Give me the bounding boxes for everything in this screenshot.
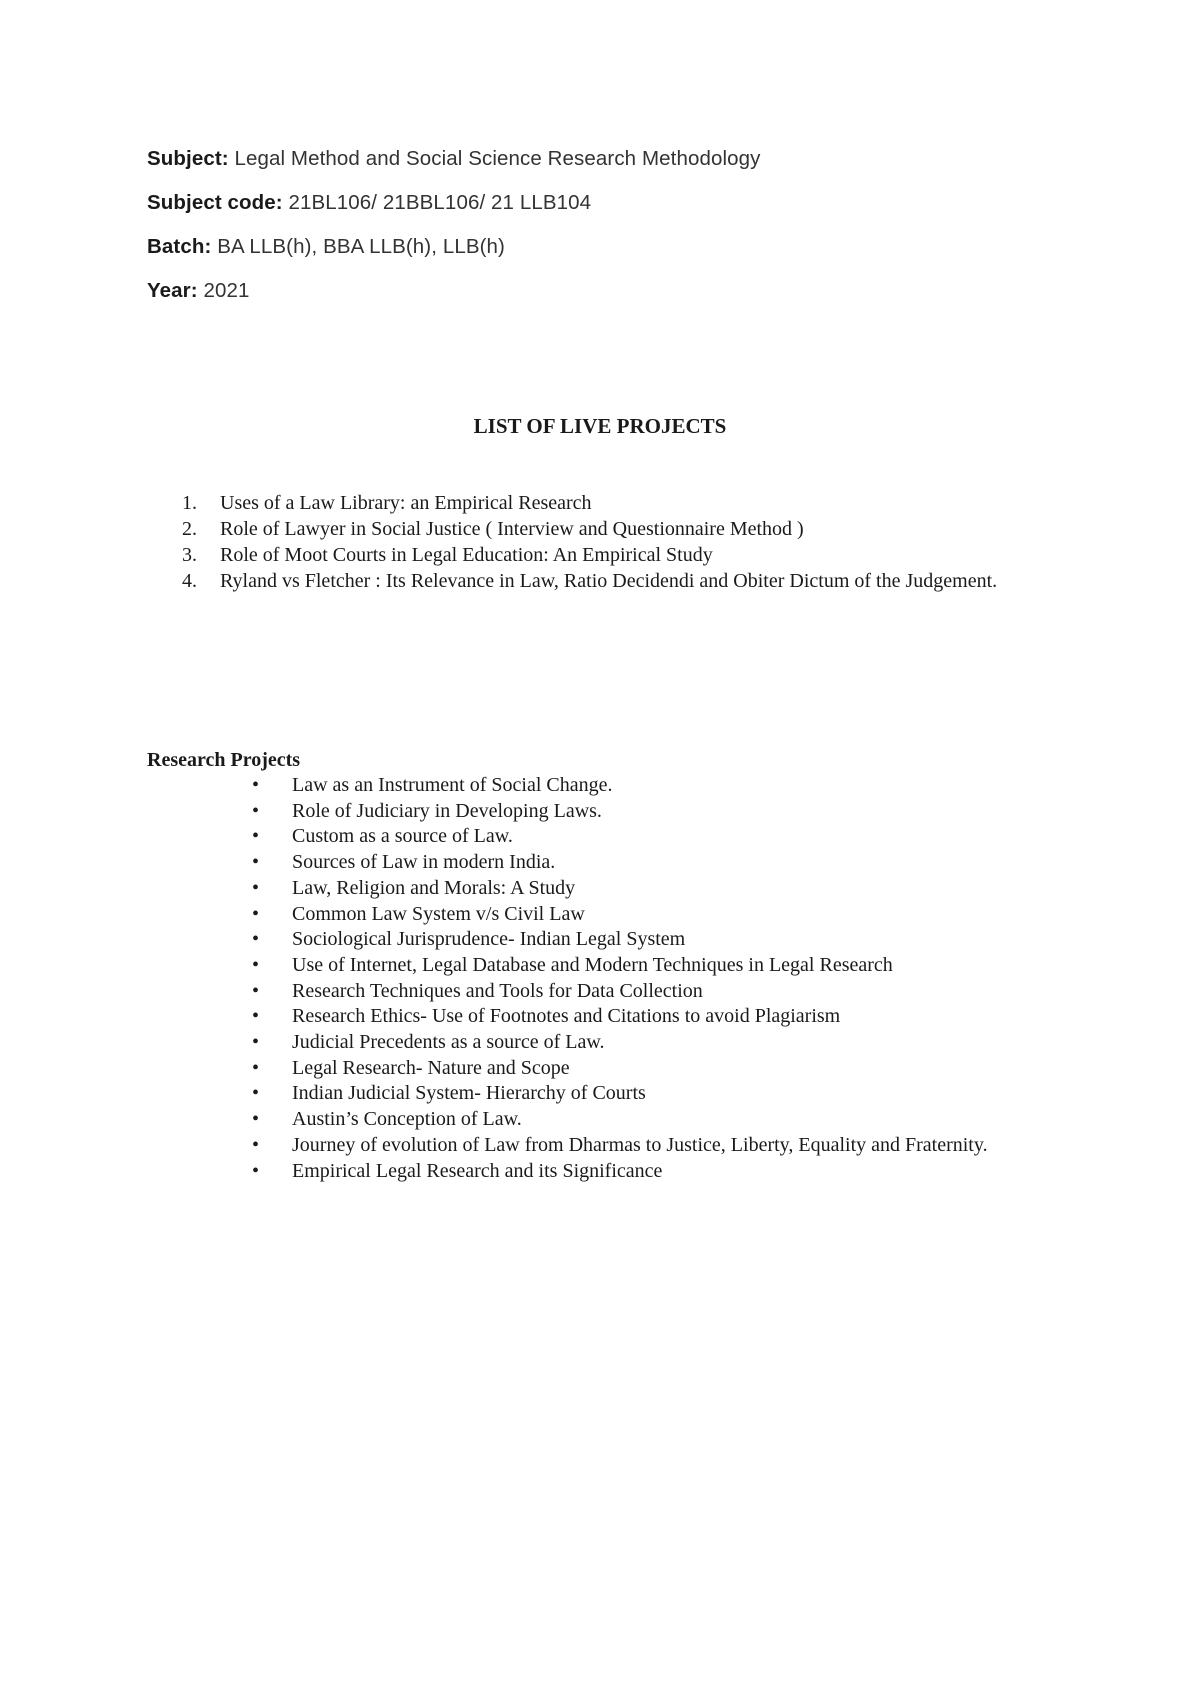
item-text: Uses of a Law Library: an Empirical Research	[220, 492, 592, 514]
item-text: Role of Lawyer in Social Justice ( Interview and Questionnaire Method )	[220, 518, 804, 540]
subject-label: Subject:	[147, 147, 229, 170]
live-projects-list	[182, 490, 1002, 594]
research-project-item	[252, 1004, 1002, 1030]
item-number: 1.	[182, 492, 197, 514]
subject-code-row	[147, 188, 760, 232]
item-text: Research Techniques and Tools for Data Collection	[292, 979, 703, 1002]
item-text: Empirical Legal Research and its Significance	[292, 1159, 663, 1182]
research-project-item	[252, 1056, 1002, 1082]
research-project-item	[252, 979, 1002, 1005]
live-project-item	[182, 568, 1002, 594]
research-project-item	[252, 1107, 1002, 1133]
item-text: Law as an Instrument of Social Change.	[292, 774, 613, 796]
item-number: 3.	[182, 544, 197, 566]
item-text: Common Law System v/s Civil Law	[292, 902, 585, 925]
bullet-icon: •	[252, 1031, 260, 1054]
item-text: Journey of evolution of Law from Dharmas to Justice, Liberty, Equality and Fraternity.	[292, 1133, 988, 1156]
research-projects-title: Research Projects	[147, 749, 301, 771]
item-text: Austin’s Conception of Law.	[292, 1108, 522, 1131]
year-label: Year:	[147, 279, 198, 302]
bullet-icon: •	[252, 1108, 260, 1131]
subject-row	[147, 144, 760, 188]
item-text: Ryland vs Fletcher : Its Relevance in Law, Ratio Decidendi and Obiter Dictum of the Judgement.	[220, 570, 998, 592]
subject-value: Legal Method and Social Science Research Methodology	[234, 147, 761, 170]
bullet-icon: •	[252, 928, 260, 951]
item-text: Use of Internet, Legal Database and Modern Techniques in Legal Research	[292, 953, 893, 976]
item-text: Role of Judiciary in Developing Laws.	[292, 799, 602, 822]
research-project-item	[252, 1030, 1002, 1056]
research-project-item	[252, 773, 1002, 799]
item-text: Law, Religion and Morals: A Study	[292, 876, 576, 899]
bullet-icon: •	[252, 1056, 260, 1079]
year-value: 2021	[203, 279, 250, 302]
research-project-item	[252, 902, 1002, 928]
course-info	[147, 144, 760, 320]
item-number: 2.	[182, 518, 197, 540]
research-project-item	[252, 953, 1002, 979]
item-text: Research Ethics- Use of Footnotes and Citations to avoid Plagiarism	[292, 1005, 841, 1028]
batch-row	[147, 232, 760, 276]
bullet-icon: •	[252, 1082, 260, 1105]
bullet-icon: •	[252, 979, 260, 1002]
research-project-item	[252, 850, 1002, 876]
research-project-item	[252, 876, 1002, 902]
bullet-icon: •	[252, 825, 260, 848]
item-text: Role of Moot Courts in Legal Education: An Empirical Study	[220, 544, 713, 566]
bullet-icon: •	[252, 1159, 260, 1182]
bullet-icon: •	[252, 953, 260, 976]
item-text: Custom as a source of Law.	[292, 825, 513, 848]
subject-code-label: Subject code:	[147, 191, 283, 214]
research-project-item	[252, 1081, 1002, 1107]
research-project-item	[252, 1159, 1002, 1185]
live-project-item	[182, 516, 1002, 542]
item-text: Indian Judicial System- Hierarchy of Courts	[292, 1082, 646, 1105]
research-project-item	[252, 799, 1002, 825]
item-text: Legal Research- Nature and Scope	[292, 1056, 570, 1079]
research-project-item	[252, 927, 1002, 953]
bullet-icon: •	[252, 1005, 260, 1028]
bullet-icon: •	[252, 774, 260, 796]
bullet-icon: •	[252, 876, 260, 899]
live-projects-title: LIST OF LIVE PROJECTS	[473, 414, 727, 438]
live-project-item	[182, 542, 1002, 568]
item-text: Sociological Jurisprudence- Indian Legal System	[292, 928, 686, 951]
bullet-icon: •	[252, 1133, 260, 1156]
batch-label: Batch:	[147, 235, 212, 258]
research-projects-list	[252, 773, 1002, 1184]
bullet-icon: •	[252, 851, 260, 874]
research-project-item	[252, 1133, 1002, 1159]
item-text: Judicial Precedents as a source of Law.	[292, 1031, 605, 1054]
live-project-item	[182, 490, 1002, 516]
bullet-icon: •	[252, 799, 260, 822]
item-number: 4.	[182, 570, 197, 592]
subject-code-value: 21BL106/ 21BBL106/ 21 LLB104	[288, 191, 592, 214]
bullet-icon: •	[252, 902, 260, 925]
research-project-item	[252, 824, 1002, 850]
batch-value: BA LLB(h), BBA LLB(h), LLB(h)	[217, 235, 505, 258]
item-text: Sources of Law in modern India.	[292, 851, 556, 874]
year-row	[147, 276, 760, 320]
